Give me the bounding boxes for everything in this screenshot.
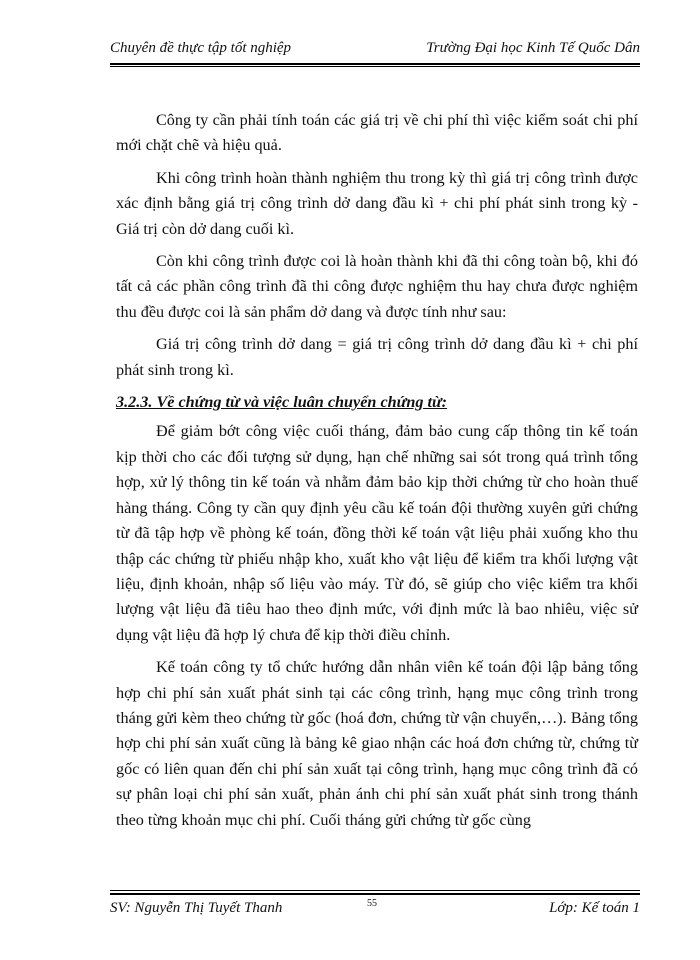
footer-class-name: Lớp: Kế toán 1 — [549, 900, 640, 916]
paragraph-wip-formula: Giá trị công trình dở dang = giá trị công trình dở dang đầu kì + chi phí phát sinh trong kì. — [116, 335, 638, 379]
paragraph-cost-summary: Kế toán công ty tổ chức hướng dẫn nhân viên kế toán đội lập bảng tổng hợp chi phí sản xuất phát sinh tại các công trình, hạng mục công trình trong tháng gửi kèm theo chứng từ gốc (hoá đơn, chứng từ vận chuyển,…). Bảng tổng hợp chi phí sản xuất cũng là bảng kê giao nhận các hoá đơn chứng từ, chứng từ gốc có liên quan đến chi phí sản xuất tại công trình, hạng mục công trình đã có sự phân loại chi phí sản xuất, phản ánh chi phí sản xuất phát sinh trong thánh theo từng khoản mục chi phí. Cuối tháng gửi chứng từ gốc cùng — [116, 658, 638, 829]
header-university-name: Trường Đại học Kinh Tế Quốc Dân — [426, 40, 640, 56]
page-number: 55 — [367, 898, 377, 909]
paragraph-documents: Để giảm bớt công việc cuối tháng, đảm bảo cung cấp thông tin kế toán kịp thời cho các đối tượng sử dụng, hạn chế những sai sót trong quá trình tổng hợp, xử lý thông tin kế toán và nhằm đảm bảo kịp thời chứng từ cho hoàn thuế hàng tháng. Công ty cần quy định yêu cầu kế toán đội thường xuyên gửi chứng từ đã tập hợp về phòng kế toán, đồng thời kế toán vật liệu phải xuống kho thu thập các chứng từ phiếu nhập kho, xuất kho vật liệu để kiểm tra khối lượng vật liệu, định khoản, nhập số liệu vào máy. Từ đó, sẽ giúp cho việc kiểm tra khối lượng vật liệu đã tiêu hao theo định mức, với định mức là bao nhiêu, việc sử dụng vật liệu đã hợp lý chưa để kịp thời điều chỉnh. — [116, 422, 638, 644]
paragraph-cost-control: Công ty cần phải tính toán các giá trị về chi phí thì việc kiểm soát chi phí mới chặt chẽ và hiệu quả. — [116, 111, 638, 155]
header-rule — [110, 63, 640, 65]
header-rule-thin — [110, 66, 640, 67]
footer-rule — [110, 893, 640, 895]
footer-rule-thin — [110, 890, 640, 891]
section-heading: 3.2.3. Về chứng từ và việc luân chuyển chứng từ: — [116, 393, 448, 412]
footer-student-name: SV: Nguyễn Thị Tuyết Thanh — [110, 900, 283, 916]
paragraph-wip-definition: Còn khi công trình được coi là hoàn thành khi đã thi công toàn bộ, khi đó tất cả các phần công trình đã thi công được nghiệm thu hay chưa được nghiệm thu đều được coi là sản phẩm dở dang và được tính như sau: — [116, 252, 638, 321]
body-text — [116, 108, 638, 840]
paragraph-completed-works: Khi công trình hoàn thành nghiệm thu trong kỳ thì giá trị công trình được xác định bằng giá trị công trình dở dang đầu kì + chi phí phát sinh trong kỳ - Giá trị còn dở dang cuối kì. — [116, 168, 638, 238]
page-header — [110, 40, 640, 64]
header-thesis-title: Chuyên đề thực tập tốt nghiệp — [110, 40, 292, 56]
